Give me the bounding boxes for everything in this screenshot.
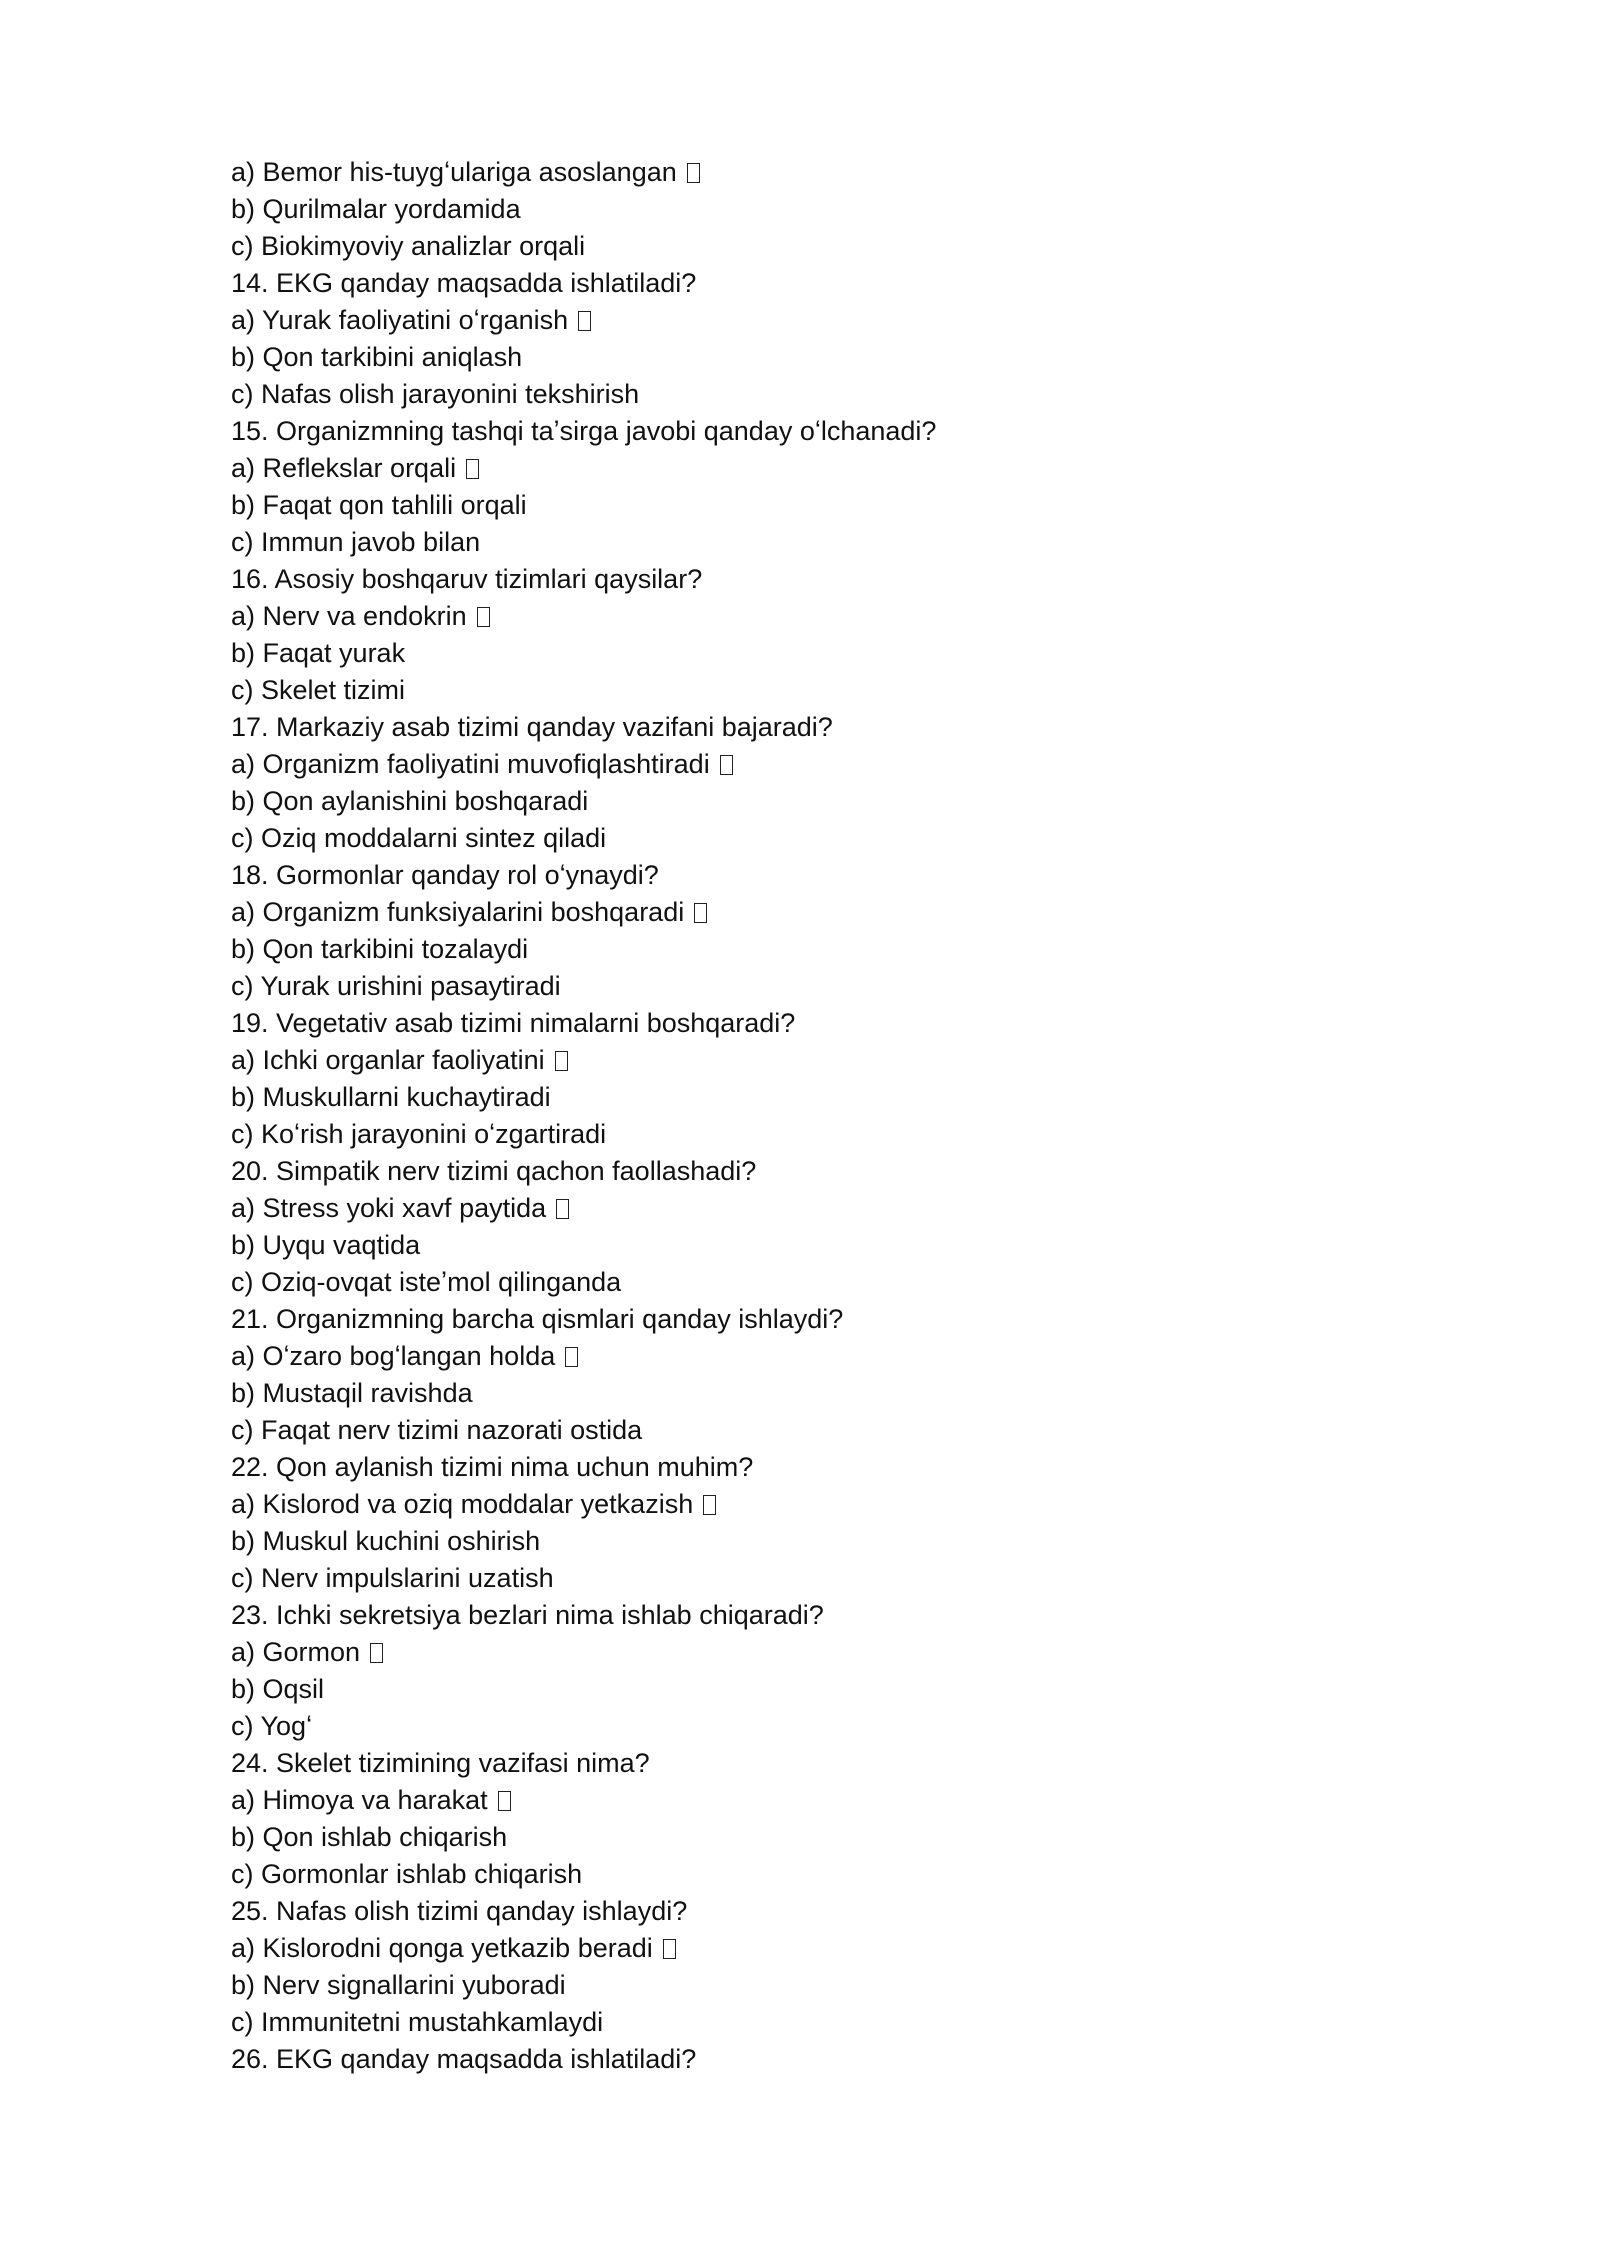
answer-option-text: b) Muskullarni kuchaytiradi [231,1082,551,1112]
answer-option [231,1523,1431,1560]
answer-option-text: a) Himoya va harakat [231,1785,488,1815]
answer-option-text: b) Qon ishlab chiqarish [231,1822,508,1852]
answer-option-text: a) Ichki organlar faoliyatini [231,1045,545,1075]
answer-option [231,524,1431,561]
question-block [231,561,1431,709]
answer-option [231,302,1431,339]
correct-answer-mark-icon [477,607,490,627]
answer-option [231,1930,1431,1967]
correct-answer-mark-icon [703,1495,716,1515]
answer-option-text: c) Nerv impulslarini uzatish [231,1563,554,1593]
answer-option-text: c) Immun javob bilan [231,527,481,557]
answer-option-text: c) Oziq-ovqat isteʼmol qilinganda [231,1267,622,1297]
answer-option-text: b) Uyqu vaqtida [231,1230,421,1260]
answer-option-text: c) Biokimyoviy analizlar orqali [231,231,586,261]
answer-option-text: b) Nerv signallarini yuboradi [231,1970,566,2000]
answer-option-text: a) Oʻzaro bogʻlangan holda [231,1341,556,1371]
question-text: 14. EKG qanday maqsadda ishlatiladi? [231,268,697,298]
answer-option [231,1634,1431,1671]
answer-option-text: b) Faqat qon tahlili orqali [231,490,527,520]
answer-option [231,672,1431,709]
correct-answer-mark-icon [663,1939,676,1959]
answer-option-text: c) Immunitetni mustahkamlaydi [231,2007,604,2037]
answer-option-text: a) Kislorod va oziq moddalar yetkazish [231,1489,694,1519]
answer-option-text: b) Qon tarkibini aniqlash [231,342,523,372]
answer-option [231,968,1431,1005]
answer-option [231,1671,1431,1708]
answer-option-text: a) Kislorodni qonga yetkazib beradi [231,1933,653,1963]
answer-option [231,1190,1431,1227]
answer-option [231,1412,1431,1449]
correct-answer-mark-icon [578,311,591,331]
answer-option [231,1116,1431,1153]
answer-option-text: c) Yogʻ [231,1711,313,1741]
answer-option-text: c) Gormonlar ishlab chiqarish [231,1859,583,1889]
answer-option-text: c) Oziq moddalarni sintez qiladi [231,823,607,853]
answer-option [231,376,1431,413]
question-text: 18. Gormonlar qanday rol oʻynaydi? [231,860,659,890]
answer-option [231,598,1431,635]
question-block [231,1745,1431,1893]
question-block [231,1449,1431,1597]
answer-option-text: c) Koʻrish jarayonini oʻzgartiradi [231,1119,607,1149]
answer-option-text: a) Nerv va endokrin [231,601,467,631]
answer-option [231,1338,1431,1375]
answer-option [231,1819,1431,1856]
answer-option [231,487,1431,524]
answer-option [231,1856,1431,1893]
correct-answer-mark-icon [498,1791,511,1811]
answer-option [231,1227,1431,1264]
answer-option-text: a) Reflekslar orqali [231,453,457,483]
answer-option-text: b) Qon tarkibini tozalaydi [231,934,529,964]
answer-option [231,746,1431,783]
question-text: 21. Organizmning barcha qismlari qanday ishlaydi? [231,1304,844,1334]
answer-option [231,2004,1431,2041]
answer-option [231,894,1431,931]
answer-option-text: b) Faqat yurak [231,638,406,668]
answer-option-text: c) Faqat nerv tizimi nazorati ostida [231,1415,643,1445]
questions [231,265,1431,2078]
answer-option-text: b) Mustaqil ravishda [231,1378,473,1408]
question-block [231,265,1431,413]
answer-option-text: a) Organizm funksiyalarini boshqaradi [231,897,685,927]
question-block [231,857,1431,1005]
correct-answer-mark-icon [466,459,479,479]
answer-option [231,1967,1431,2004]
question-block [231,2041,1431,2078]
answer-option [231,1560,1431,1597]
question-text: 26. EKG qanday maqsadda ishlatiladi? [231,2044,697,2074]
answer-option [231,154,1431,191]
question-text: 25. Nafas olish tizimi qanday ishlaydi? [231,1896,688,1926]
answer-option [231,1486,1431,1523]
answer-option [231,450,1431,487]
answer-option [231,1782,1431,1819]
answer-option [231,1042,1431,1079]
answer-option-text: a) Organizm faoliyatini muvofiqlashtiradi [231,749,710,779]
question-block [231,413,1431,561]
answer-option [231,1375,1431,1412]
question-text: 23. Ichki sekretsiya bezlari nima ishlab chiqaradi? [231,1600,824,1630]
answer-option [231,339,1431,376]
answer-option-text: a) Stress yoki xavf paytida [231,1193,547,1223]
answer-option-text: c) Skelet tizimi [231,675,406,705]
answer-option [231,1079,1431,1116]
correct-answer-mark-icon [694,903,707,923]
answer-option-text: b) Muskul kuchini oshirish [231,1526,541,1556]
question-block [231,1301,1431,1449]
question-block [231,1597,1431,1745]
answer-option-text: c) Nafas olish jarayonini tekshirish [231,379,640,409]
answer-option-text: b) Qon aylanishini boshqaradi [231,786,589,816]
question-text: 24. Skelet tizimining vazifasi nima? [231,1748,650,1778]
question-block [231,1005,1431,1153]
answer-option [231,783,1431,820]
answer-option [231,931,1431,968]
correct-answer-mark-icon [565,1347,578,1367]
answer-option [231,1708,1431,1745]
answer-option-text: a) Gormon [231,1637,361,1667]
answer-option-text: c) Yurak urishini pasaytiradi [231,971,561,1001]
answer-option-text: b) Oqsil [231,1674,325,1704]
answer-option [231,820,1431,857]
leading-options [231,154,1431,265]
correct-answer-mark-icon [556,1199,569,1219]
correct-answer-mark-icon [555,1051,568,1071]
question-text: 20. Simpatik nerv tizimi qachon faollashadi? [231,1156,757,1186]
answer-option [231,191,1431,228]
question-text: 19. Vegetativ asab tizimi nimalarni boshqaradi? [231,1008,796,1038]
answer-option-text: b) Qurilmalar yordamida [231,194,521,224]
question-block [231,1153,1431,1301]
question-list [231,154,1431,2078]
correct-answer-mark-icon [370,1643,383,1663]
question-text: 15. Organizmning tashqi taʼsirga javobi qanday oʻlchanadi? [231,416,937,446]
question-text: 22. Qon aylanish tizimi nima uchun muhim? [231,1452,754,1482]
answer-option-text: a) Bemor his-tuygʻulariga asoslangan [231,157,677,187]
question-block [231,1893,1431,2041]
question-block [231,709,1431,857]
correct-answer-mark-icon [687,163,700,183]
correct-answer-mark-icon [720,755,733,775]
answer-option-text: a) Yurak faoliyatini oʻrganish [231,305,569,335]
answer-option [231,228,1431,265]
answer-option [231,1264,1431,1301]
question-text: 16. Asosiy boshqaruv tizimlari qaysilar? [231,564,703,594]
question-text: 17. Markaziy asab tizimi qanday vazifani bajaradi? [231,712,833,742]
answer-option [231,635,1431,672]
